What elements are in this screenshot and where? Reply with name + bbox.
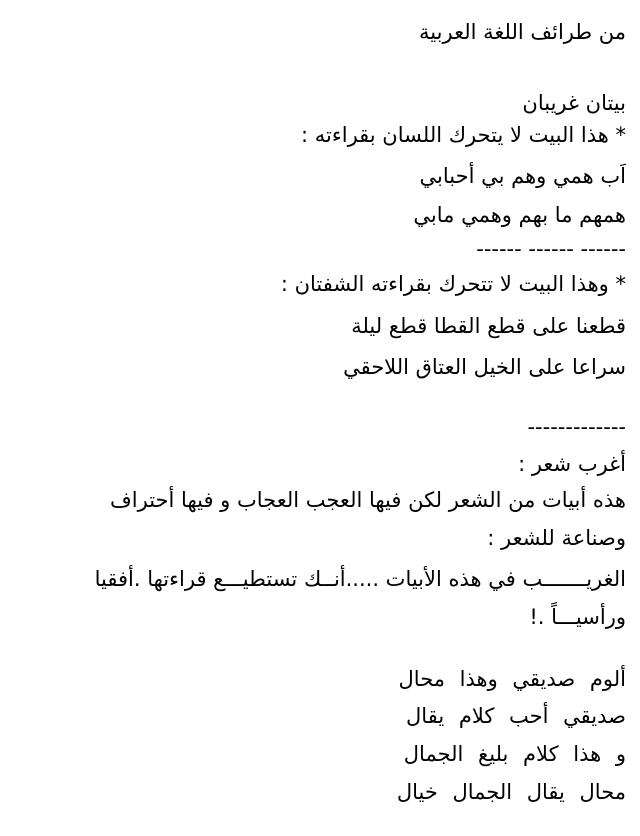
page-title: من طرائف اللغة العربية bbox=[419, 20, 626, 44]
verse2-line2: سراعا على الخيل العتاق اللاحقي bbox=[343, 355, 626, 379]
section1-note2: * وهذا البيت لا تتحرك بقراءته الشفتان : bbox=[280, 272, 626, 296]
section1-note1: * هذا البيت لا يتحرك اللسان بقراءته : bbox=[301, 123, 626, 147]
verse1-line2: همهم ما بهم وهمي مابي bbox=[413, 203, 626, 227]
poem-line2: صديقي أحب كلام يقال bbox=[406, 704, 626, 728]
intro-line2: وصناعة للشعر : bbox=[487, 526, 626, 550]
section2-separator: ------------- bbox=[527, 415, 626, 439]
verse1-line1: اَب همي وهم بي أحبابي bbox=[419, 164, 626, 188]
poem-line3: و هذا كلام بليغ الجمال bbox=[403, 742, 626, 766]
verse2-line1: قطعنا على قطع القطا قطع ليلة bbox=[351, 314, 626, 338]
section1-heading: بيتان غريبان bbox=[522, 91, 626, 115]
poem-line1: ألوم صديقي وهذا محال bbox=[398, 667, 626, 691]
intro-line4: ورأسيـــاً .! bbox=[529, 605, 626, 629]
intro-line1: هذه أبيات من الشعر لكن فيها العجب العجاب و فيها أحتراف bbox=[110, 488, 626, 512]
section1-separator: ------ ------ ------ bbox=[476, 237, 626, 261]
poem-line4: محال يقال الجمال خيال bbox=[396, 780, 626, 804]
intro-line3: الغريـــــــب في هذه الأبيات .....أنــك تستطيـــع قراءتها .أفقيا bbox=[94, 567, 626, 591]
section2-heading: أغرب شعر : bbox=[518, 452, 626, 476]
